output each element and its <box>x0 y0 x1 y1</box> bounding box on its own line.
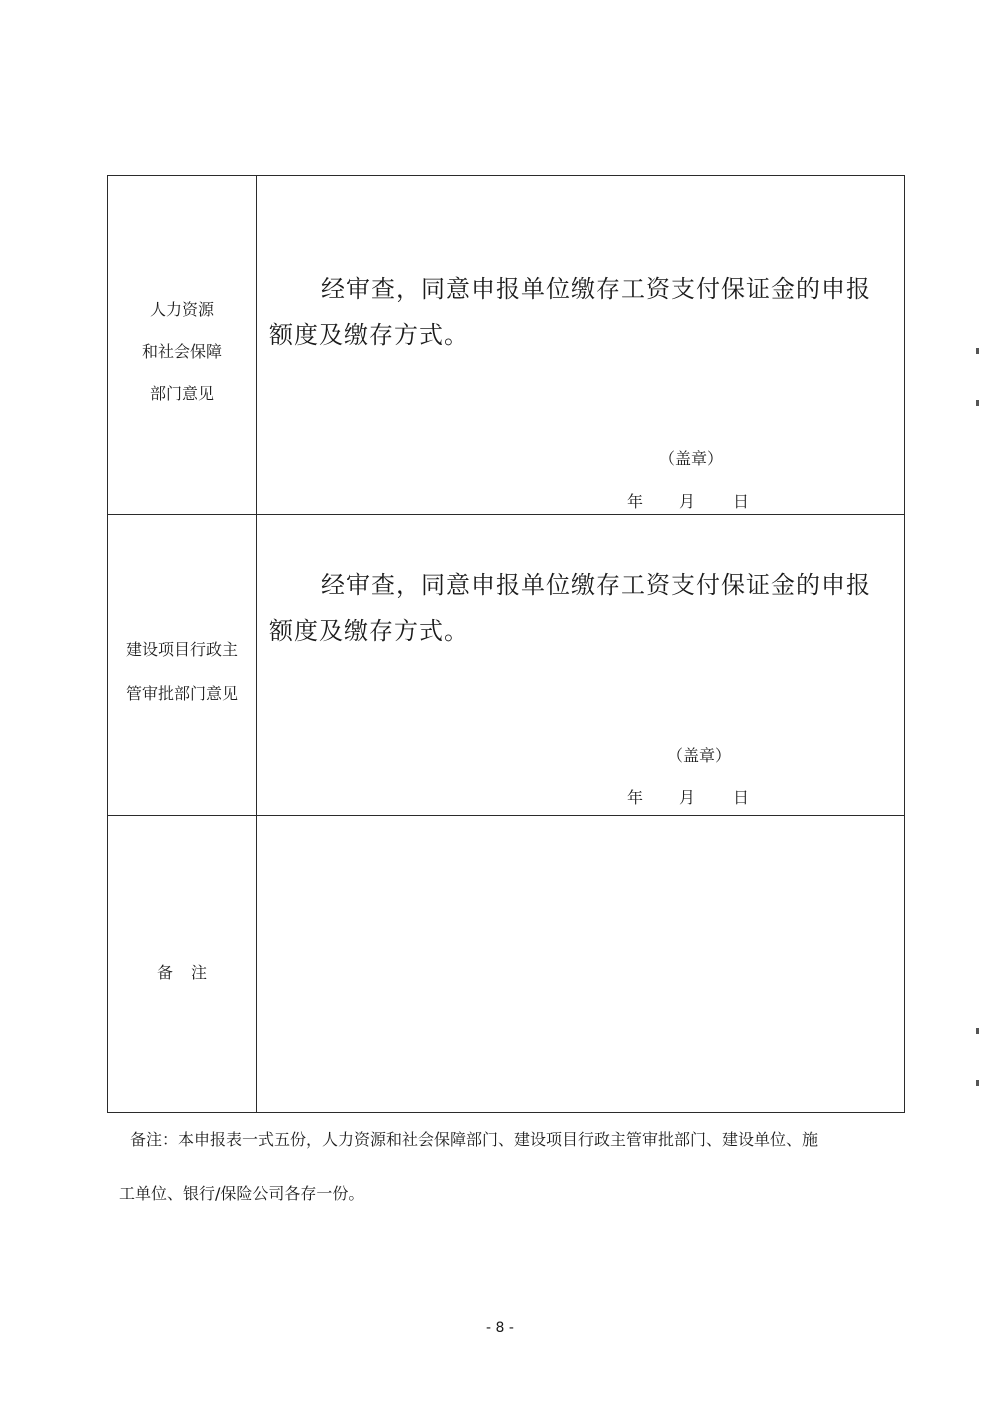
approval-form-table <box>107 175 905 1113</box>
scan-mark <box>976 1028 979 1034</box>
opinion-text: 经审查，同意申报单位缴存工资支付保证金的申报额度及缴存方式。 <box>269 275 871 349</box>
row-label-line: 和社会保障 <box>141 342 222 361</box>
stamp-label: （盖章） <box>667 746 732 765</box>
date-year-label: 年 <box>627 492 644 511</box>
date-month-label: 月 <box>679 788 696 807</box>
date-day-label: 日 <box>733 492 750 511</box>
row-label-line: 建设项目行政主 <box>125 640 238 659</box>
page-number: - 8 - <box>486 1320 514 1336</box>
scan-mark <box>976 1080 979 1086</box>
stamp-label: （盖章） <box>659 449 724 468</box>
date-line <box>627 785 767 805</box>
row-label <box>108 289 256 415</box>
footnote-line: 备注：本申报表一式五份，人力资源和社会保障部门、建设项目行政主管审批部门、建设单位、施 <box>130 1130 819 1149</box>
row-label-line: 管审批部门意见 <box>125 684 238 703</box>
date-day-label: 日 <box>733 788 750 807</box>
remarks-label: 备注 <box>156 963 225 982</box>
remarks-content-cell <box>257 816 905 1113</box>
row-label-line: 部门意见 <box>149 384 214 403</box>
opinion-text: 经审查，同意申报单位缴存工资支付保证金的申报额度及缴存方式。 <box>269 571 871 645</box>
row-label <box>108 628 256 716</box>
row-label-cell <box>108 515 257 816</box>
table-row-hr-department <box>108 176 905 515</box>
opinion-cell <box>257 515 905 816</box>
scan-mark <box>976 400 979 406</box>
row-label-cell <box>108 816 257 1113</box>
scan-mark <box>976 348 979 354</box>
date-month-label: 月 <box>679 492 696 511</box>
table-row-remarks <box>108 816 905 1113</box>
table-row-construction-department <box>108 515 905 816</box>
row-label-line: 人力资源 <box>149 300 214 319</box>
date-line <box>627 489 767 509</box>
row-label-cell <box>108 176 257 515</box>
footnote <box>119 1113 900 1221</box>
footnote-line: 工单位、银行/保险公司各存一份。 <box>119 1184 365 1203</box>
date-year-label: 年 <box>627 788 644 807</box>
opinion-cell <box>257 176 905 515</box>
